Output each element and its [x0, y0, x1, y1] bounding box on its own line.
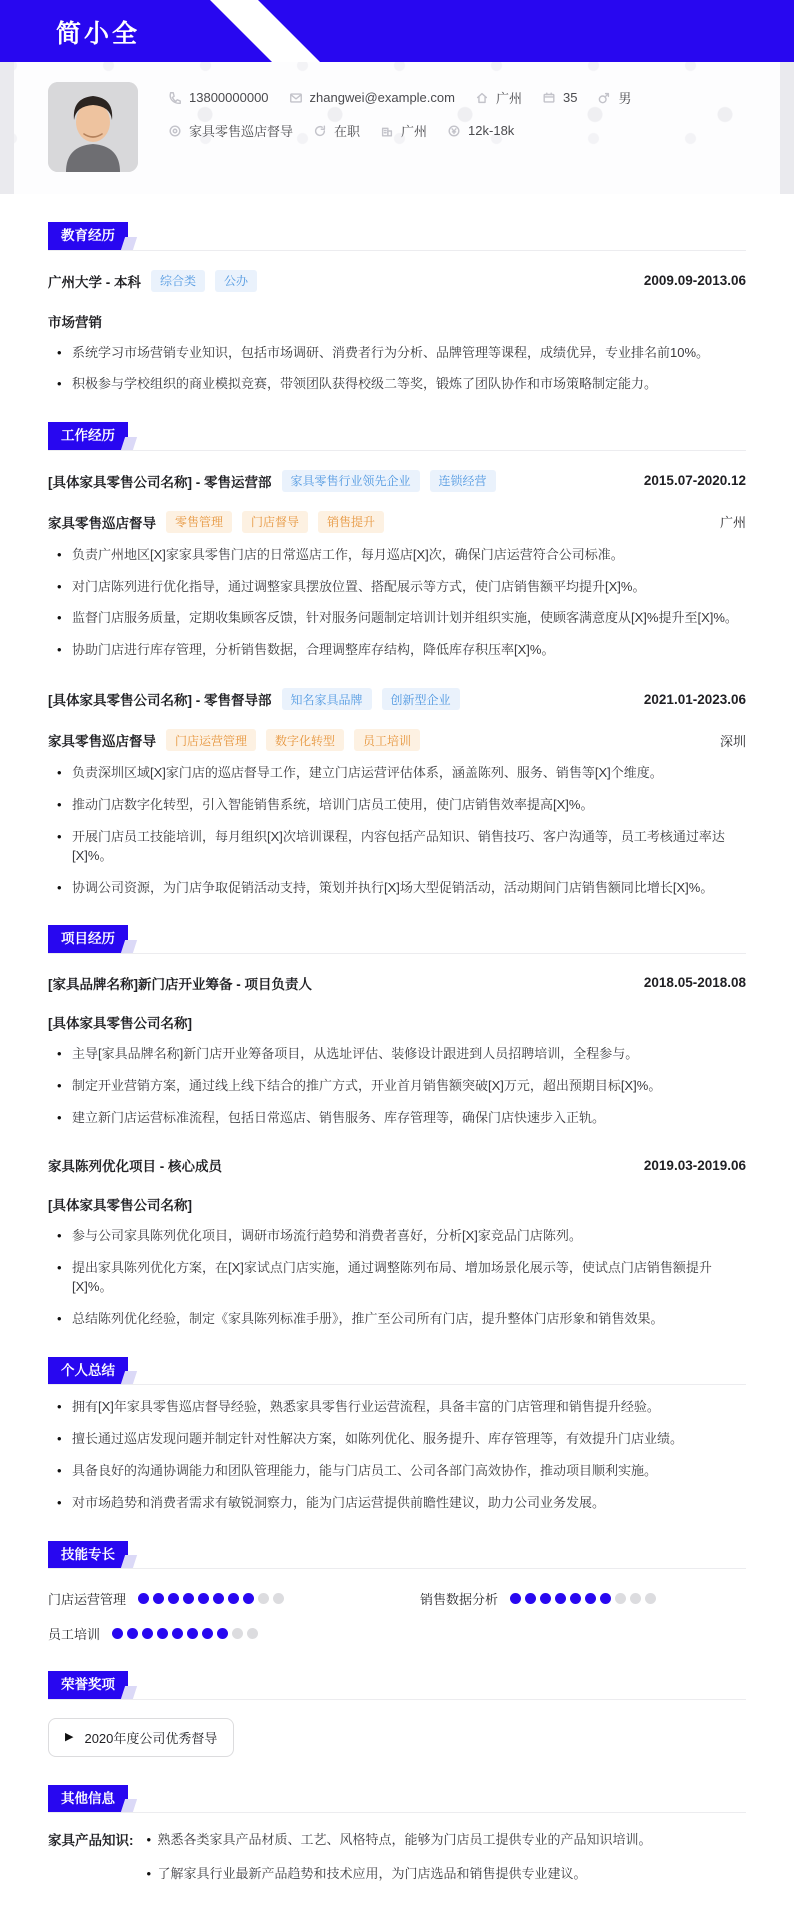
contact-city	[380, 121, 427, 140]
section-projects-header	[48, 925, 746, 954]
position-value: 家具零售巡店督导	[189, 124, 294, 139]
section-honors	[48, 1671, 746, 1757]
project-name: 家具陈列优化项目 - 核心成员	[48, 1159, 222, 1175]
section-title-badge: 其他信息	[48, 1785, 128, 1813]
skill-dot	[630, 1593, 641, 1604]
brand-header	[0, 0, 794, 62]
contact-row-1	[168, 88, 651, 107]
project-company: [具体家具零售公司名称]	[48, 1015, 192, 1031]
skill-name: 员工培训	[48, 1627, 101, 1643]
section-projects	[48, 925, 746, 1328]
skill-tag: 员工培训	[354, 729, 420, 751]
skill-name: 销售数据分析	[420, 1592, 499, 1608]
bullet: • 对市场趋势和消费者需求有敏锐洞察力，能为门店运营提供前瞻性建议，助力公司业务发展。	[48, 1494, 746, 1513]
location-value: 广州	[495, 91, 522, 106]
skill-tag: 零售管理	[166, 511, 232, 533]
play-triangle-icon: ▶	[65, 1730, 74, 1743]
project-bullets	[48, 1045, 746, 1128]
skill-dot	[183, 1593, 194, 1604]
skill-tag: 销售提升	[318, 511, 384, 533]
job-entry	[48, 470, 746, 660]
contact-info	[168, 82, 651, 140]
bullet: • 具备良好的沟通协调能力和团队管理能力，能与门店员工、公司各部门高效协作，推动项目顺利实施。	[48, 1462, 746, 1481]
skill-dot	[157, 1628, 168, 1639]
job-company-row	[48, 688, 746, 710]
phone-icon	[168, 91, 182, 105]
skill-tag: 数字化转型	[266, 729, 344, 751]
skill-dot	[232, 1628, 243, 1639]
section-work	[48, 422, 746, 897]
skill-dot	[600, 1593, 611, 1604]
contact-status	[313, 121, 360, 140]
city-value: 广州	[401, 124, 428, 139]
project-title-row	[48, 1155, 746, 1175]
section-other	[48, 1785, 746, 1884]
bullet: • 负责深圳区域[X]家门店的巡店督导工作，建立门店运营评估体系，涵盖陈列、服务、销售等[X]个维度。	[48, 764, 746, 783]
salary-icon	[447, 124, 461, 138]
skill-dot	[228, 1593, 239, 1604]
project-company-row	[48, 1012, 746, 1032]
skill-dot	[615, 1593, 626, 1604]
status-value: 在职	[334, 124, 361, 139]
bullet: • 监督门店服务质量，定期收集顾客反馈，针对服务问题制定培训计划并组织实施，使顾客满意度从[X]%提升至[X]%。	[48, 609, 746, 628]
position-title: 家具零售巡店督导	[48, 515, 156, 531]
contact-gender	[597, 88, 631, 107]
skill-tag: 门店督导	[242, 511, 308, 533]
skill-name: 门店运营管理	[48, 1592, 127, 1608]
bullet: • 提出家具陈列优化方案，在[X]家试点门店实施，通过调整陈列布局、增加场景化展示等，使试点门店销售额提升[X]%。	[48, 1259, 746, 1297]
contact-location	[475, 88, 522, 107]
bullet: • 参与公司家具陈列优化项目，调研市场流行趋势和消费者喜好，分析[X]家竞品门店陈列。	[48, 1227, 746, 1246]
company-name: [具体家具零售公司名称] - 零售运营部	[48, 474, 272, 490]
skill-dot	[555, 1593, 566, 1604]
bullet: • 总结陈列优化经验，制定《家具陈列标准手册》，推广至公司所有门店，提升整体门店形象和销售效果。	[48, 1310, 746, 1329]
education-major-row	[48, 311, 746, 331]
section-title-badge: 教育经历	[48, 222, 128, 250]
company-tag: 连锁经营	[430, 470, 496, 492]
brand-logo: 简小全	[56, 20, 141, 48]
job-position-row	[48, 729, 746, 751]
summary-bullets	[48, 1398, 746, 1512]
project-bullets	[48, 1227, 746, 1328]
bullet: • 制定开业营销方案，通过线上线下结合的推广方式，开业首月销售额突破[X]万元，超出预期目标[X]%。	[48, 1077, 746, 1096]
section-title-badge: 个人总结	[48, 1357, 128, 1385]
resume-body	[0, 222, 794, 1918]
avatar	[48, 82, 138, 172]
skill-dot	[570, 1593, 581, 1604]
section-title-badge: 项目经历	[48, 925, 128, 953]
section-education-header	[48, 222, 746, 251]
job-date: 2015.07-2020.12	[643, 473, 746, 489]
honor-text: 2020年度公司优秀督导	[84, 1730, 218, 1746]
bullet: • 了解家具行业最新产品趋势和技术应用，为门店选品和销售提供专业建议。	[138, 1865, 747, 1884]
education-date: 2009.09-2013.06	[643, 273, 746, 289]
skill-dot	[645, 1593, 656, 1604]
job-entry	[48, 688, 746, 897]
skill-dot	[525, 1593, 536, 1604]
major: 市场营销	[48, 314, 102, 330]
company-tag: 知名家具品牌	[282, 688, 372, 710]
education-tag: 综合类	[151, 270, 205, 292]
skill-dot	[247, 1628, 258, 1639]
job-date: 2021.01-2023.06	[643, 691, 746, 707]
contact-salary	[447, 123, 514, 138]
profile-section	[0, 62, 794, 194]
location-icon	[475, 91, 489, 105]
other-info-row	[48, 1831, 746, 1884]
section-education	[48, 222, 746, 394]
other-bullets	[138, 1831, 747, 1884]
education-tag: 公办	[215, 270, 257, 292]
section-summary-header	[48, 1357, 746, 1386]
job-location: 深圳	[719, 733, 746, 749]
company-tag: 家具零售行业领先企业	[282, 470, 420, 492]
bullet: • 协调公司资源，为门店争取促销活动支持，策划并执行[X]场大型促销活动，活动期间门店销售额同比增长[X]%。	[48, 879, 746, 898]
project-company-row	[48, 1194, 746, 1214]
age-value: 35	[562, 90, 578, 105]
contact-row-2	[168, 121, 651, 140]
bullet: • 负责广州地区[X]家家具零售门店的日常巡店工作，每月巡店[X]次，确保门店运营符合公司标准。	[48, 546, 746, 565]
project-entry	[48, 1155, 746, 1328]
section-work-header	[48, 422, 746, 451]
bullet: • 对门店陈列进行优化指导，通过调整家具摆放位置、搭配展示等方式，使门店销售额平均提升[X]%。	[48, 578, 746, 597]
skill-dot	[510, 1593, 521, 1604]
skill-item	[48, 1589, 374, 1608]
skill-tag: 门店运营管理	[166, 729, 256, 751]
section-title-badge: 荣誉奖项	[48, 1671, 128, 1699]
skill-dot	[153, 1593, 164, 1604]
school-name: 广州大学 - 本科	[48, 274, 141, 290]
phone-value: 13800000000	[189, 90, 269, 105]
skill-dot	[202, 1628, 213, 1639]
project-date: 2018.05-2018.08	[643, 975, 746, 991]
skill-dot	[112, 1628, 123, 1639]
skill-dot	[540, 1593, 551, 1604]
city-icon	[380, 124, 394, 138]
section-skills	[48, 1541, 746, 1644]
section-honors-header	[48, 1671, 746, 1700]
company-name: [具体家具零售公司名称] - 零售督导部	[48, 693, 272, 709]
skill-dot	[213, 1593, 224, 1604]
project-name: [家具品牌名称]新门店开业筹备 - 项目负责人	[48, 976, 312, 992]
section-other-header	[48, 1785, 746, 1814]
skill-dot	[258, 1593, 269, 1604]
section-skills-header	[48, 1541, 746, 1570]
salary-value: 12k-18k	[468, 123, 515, 138]
job-position-row	[48, 511, 746, 533]
contact-position	[168, 121, 293, 140]
status-icon	[313, 124, 327, 138]
project-date: 2019.03-2019.06	[643, 1157, 746, 1173]
education-entry-header	[48, 270, 746, 292]
skill-item	[420, 1589, 746, 1608]
project-title-row	[48, 973, 746, 993]
education-bullets	[48, 344, 746, 395]
project-entry	[48, 973, 746, 1128]
position-title: 家具零售巡店督导	[48, 734, 156, 750]
skill-dot	[585, 1593, 596, 1604]
skill-dot	[187, 1628, 198, 1639]
contact-age	[542, 90, 577, 105]
skill-dot	[138, 1593, 149, 1604]
bullet: • 建立新门店运营标准流程，包括日常巡店、销售服务、库存管理等，确保门店快速步入正轨。	[48, 1109, 746, 1128]
age-icon	[542, 91, 556, 105]
company-tag: 创新型企业	[382, 688, 460, 710]
skill-rating	[112, 1628, 258, 1639]
bullet: • 拥有[X]年家具零售巡店督导经验，熟悉家具零售行业运营流程，具备丰富的门店管理和销售提升经验。	[48, 1398, 746, 1417]
email-value: zhangwei@example.com	[309, 90, 455, 105]
bullet: • 系统学习市场营销专业知识，包括市场调研、消费者行为分析、品牌管理等课程，成绩优异，专业排名前10%。	[48, 344, 746, 363]
bullet: • 开展门店员工技能培训，每月组织[X]次培训课程，内容包括产品知识、销售技巧、客户沟通等，员工考核通过率达[X]%。	[48, 828, 746, 866]
skill-dot	[273, 1593, 284, 1604]
target-icon	[168, 124, 182, 138]
section-title-badge: 工作经历	[48, 422, 128, 450]
contact-email	[289, 90, 455, 105]
email-icon	[289, 91, 303, 105]
skill-dot	[217, 1628, 228, 1639]
bullet: • 积极参与学校组织的商业模拟竞赛，带领团队获得校级二等奖，锻炼了团队协作和市场策略制定能力。	[48, 375, 746, 394]
other-label: 家具产品知识:	[48, 1833, 134, 1849]
skills-grid	[48, 1589, 746, 1643]
bullet: • 推动门店数字化转型，引入智能销售系统，培训门店员工使用，使门店销售效率提高[X]%。	[48, 796, 746, 815]
job-bullets	[48, 764, 746, 897]
contact-phone	[168, 90, 269, 105]
skill-item	[48, 1624, 374, 1643]
skill-dot	[198, 1593, 209, 1604]
skill-dot	[172, 1628, 183, 1639]
section-title-badge: 技能专长	[48, 1541, 128, 1569]
project-company: [具体家具零售公司名称]	[48, 1198, 192, 1214]
job-company-row	[48, 470, 746, 492]
skill-dot	[243, 1593, 254, 1604]
gender-icon	[597, 91, 611, 105]
job-bullets	[48, 546, 746, 660]
skill-dot	[168, 1593, 179, 1604]
skill-rating	[510, 1593, 656, 1604]
skill-rating	[138, 1593, 284, 1604]
gender-value: 男	[618, 91, 632, 106]
job-location: 广州	[719, 515, 746, 531]
skill-dot	[142, 1628, 153, 1639]
bullet: • 主导[家具品牌名称]新门店开业筹备项目，从选址评估、装修设计跟进到人员招聘培训，全程参与。	[48, 1045, 746, 1064]
bullet: • 协助门店进行库存管理，分析销售数据，合理调整库存结构，降低库存积压率[X]%。	[48, 641, 746, 660]
bullet: • 熟悉各类家具产品材质、工艺、风格特点，能够为门店员工提供专业的产品知识培训。	[138, 1831, 747, 1850]
honor-item[interactable]	[48, 1718, 234, 1757]
section-summary	[48, 1357, 746, 1513]
skill-dot	[127, 1628, 138, 1639]
bullet: • 擅长通过巡店发现问题并制定针对性解决方案，如陈列优化、服务提升、库存管理等，有效提升门店业绩。	[48, 1430, 746, 1449]
